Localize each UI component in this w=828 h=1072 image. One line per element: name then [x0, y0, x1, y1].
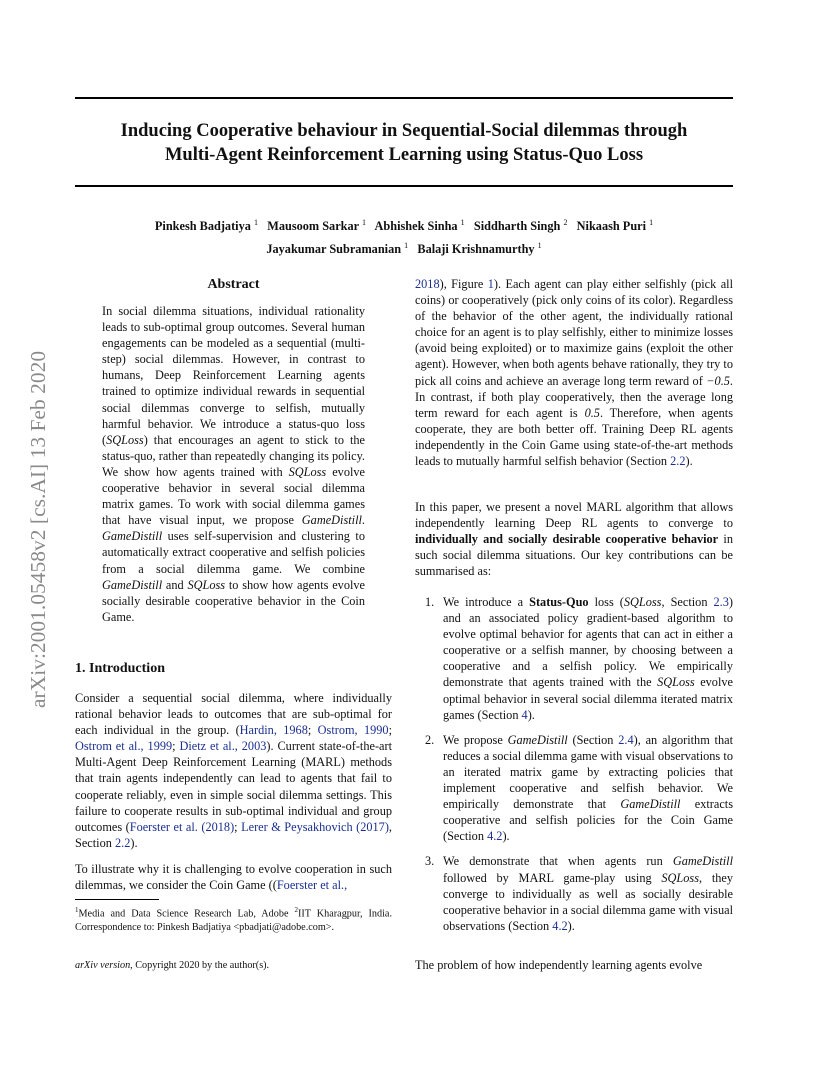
- author: Mausoom Sarkar $^1$: [267, 218, 366, 234]
- title-bottom-rule: [75, 185, 733, 187]
- citation-link[interactable]: Foerster et al. (2018): [129, 819, 235, 834]
- intro-paragraph-4-start: The problem of how independently learning agents evolve: [415, 958, 703, 972]
- citation-link[interactable]: Foerster et al.,: [276, 878, 348, 893]
- author: Abhishek Sinha $^1$: [374, 218, 465, 234]
- section-link[interactable]: 2.3: [713, 595, 729, 609]
- author: Balaji Krishnamurthy $^1$: [417, 241, 542, 257]
- arxiv-sidebar-id: arXiv:2001.05458v2 [cs.AI] 13 Feb 2020: [26, 350, 50, 709]
- figure-link[interactable]: 1: [487, 277, 494, 291]
- author: Jayakumar Subramanian $^1$: [266, 241, 409, 257]
- section-heading-introduction: 1. Introduction: [75, 661, 165, 676]
- citation-link[interactable]: Ostrom et al., 1999: [75, 739, 173, 754]
- author-list: [75, 213, 733, 259]
- section-link[interactable]: 2.2: [114, 835, 131, 850]
- section-link[interactable]: 4: [521, 707, 528, 722]
- footnote-rule: [75, 899, 159, 900]
- section-link[interactable]: 2.2: [670, 454, 686, 469]
- paper-title: Inducing Cooperative behaviour in Sequential-Social dilemmas through Multi-Agent Reinforcement Learning using Status-Quo Loss: [120, 121, 688, 165]
- abstract-heading: Abstract: [207, 277, 260, 292]
- citation-link[interactable]: Dietz et al., 2003: [179, 739, 267, 754]
- intro-paragraph-3: In this paper, we present a novel MARL algorithm that allows independently learning Deep RL agents to converge to individually and socially desirable cooperative behavior in such social dilemma situations. Our key contributions can be summarised as:: [415, 500, 733, 579]
- section-link[interactable]: 4.2: [552, 918, 568, 933]
- list-item: 1. We introduce a Status-Quo loss (SQLoss, Section 2.3) and an associated policy gradient-based algorithm to evolve optimal behavior for agents that can act in either a cooperative or a selfish manner, by choosing between a cooperative and a selfish policy. We empirically demonstrate that agents trained with the SQLoss evolve optimal behavior in several social dilemma iterated matrix games (Section 4).: [425, 595, 733, 722]
- section-link[interactable]: 2.4: [618, 732, 634, 747]
- affiliation-footnote: $^1$Media and Data Science Research Lab, Adobe $^2$IIT Kharagpur, India. Correspondence to: Pinkesh Badjatiya <pbadjati@adobe.com>.: [75, 906, 392, 933]
- citation-link[interactable]: Ostrom, 1990: [317, 723, 389, 738]
- copyright-notice: arXiv version, Copyright 2020 by the author(s).: [75, 960, 270, 971]
- intro-paragraph-2-continued: 2018), Figure 1). Each agent can play either selfishly (pick all coins) or cooperatively (pick only coins of its color). Regardless of the behavior of the other agent, the individually rational choice for an agent is to play selfishly, either to minimize losses (avoid being exploited) or to maximize gains (exploit the other agent). However, when both agents behave rationally, they try to pick all coins and achieve an average long term reward of −0.5. In contrast, if both play cooperatively, then the average long term reward for each agent is 0.5. Therefore, when agents cooperate, they are both better off. Training Deep RL agents independently in the Coin Game using state-of-the-art methods leads to mutually harmful selfish behavior (Section 2.2).: [415, 277, 733, 469]
- citation-link[interactable]: Hardin, 1968: [239, 723, 308, 738]
- contributions-list: [415, 594, 733, 943]
- list-item: 2. We propose GameDistill (Section 2.4), an algorithm that reduces a social dilemma game with visual observations to an iterated matrix game by extracting policies that implement cooperative and selfish behavior. We empirically demonstrate that GameDistill extracts cooperative and selfish policies for the Coin Game (Section 4.2).: [425, 732, 733, 844]
- abstract-text: In social dilemma situations, individual rationality leads to sub-optimal group outcomes. Several human engagements can be modeled as a sequential (multi-step) social dilemmas. However, in contrast to humans, Deep Reinforcement Learning agents trained to optimize individual rewards in sequential social dilemmas converge to selfish, mutually harmful behavior. We introduce a status-quo loss (SQLoss) that encourages an agent to stick to the status-quo, rather than repeatedly changing its policy. We show how agents trained with SQLoss evolve cooperative behavior in several social dilemma matrix games. To work with social dilemma games that have visual input, we propose GameDistill. GameDistill uses self-supervision and clustering to automatically extract cooperative and selfish policies from a social dilemma game. We combine GameDistill and SQLoss to show how agents evolve socially desirable cooperative behavior in the Coin Game.: [102, 304, 365, 624]
- citation-link[interactable]: 2018: [415, 277, 440, 291]
- intro-paragraph-2: To illustrate why it is challenging to evolve cooperation in such dilemmas, we consider the Coin Game ((Foerster et al.,: [75, 862, 392, 893]
- author: Nikaash Puri $^1$: [576, 218, 654, 234]
- author: Pinkesh Badjatiya $^1$: [154, 218, 258, 234]
- title-top-rule: [75, 97, 733, 99]
- list-item: 3. We demonstrate that when agents run GameDistill followed by MARL game-play using SQLoss, they converge to individually as well as socially desirable cooperative behavior in a social dilemma game with visual observations (Section 4.2).: [425, 854, 733, 933]
- intro-paragraph-1: Consider a sequential social dilemma, where individually rational behavior leads to outcomes that are sub-optimal for each individual in the group. (Hardin, 1968; Ostrom, 1990; Ostrom et al., 1999; Dietz et al., 2003). Current state-of-the-art Multi-Agent Deep Reinforcement Learning (MARL) methods that train agents independently can lead to agents that fail to cooperate reliably, even in simple social dilemma settings. This failure to cooperate results in sub-optimal individual and group outcomes (Foerster et al. (2018); Lerer & Peysakhovich (2017), Section 2.2).: [75, 691, 393, 850]
- citation-link[interactable]: Lerer & Peysakhovich (2017): [241, 819, 389, 834]
- author: Siddharth Singh $^2$: [473, 218, 568, 234]
- section-link[interactable]: 4.2: [487, 829, 503, 844]
